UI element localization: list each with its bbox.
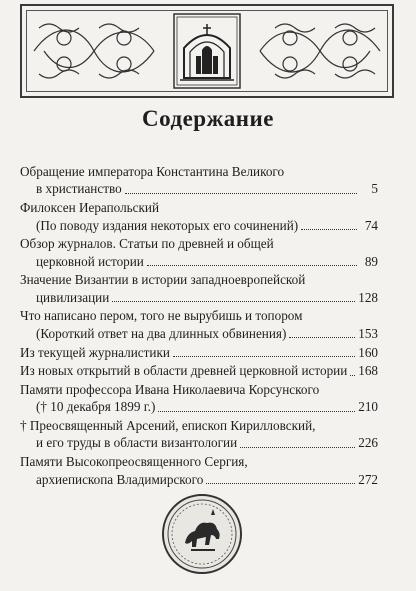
dot-leader (158, 410, 355, 412)
dot-leader (289, 336, 355, 338)
page-number: 128 (358, 289, 378, 305)
church-icon (174, 14, 240, 88)
toc-entry-title-line: Из текущей журналистики (20, 344, 170, 360)
toc-entry[interactable] (20, 344, 378, 361)
toc-entry-title-line: Памяти профессора Ивана Николаевича Корсунского (20, 381, 320, 397)
header-ornament-frame (20, 4, 394, 98)
toc-entry-title-line: церковной истории (36, 253, 144, 269)
page-number: 168 (358, 363, 378, 379)
toc-entry-title-line: (Короткий ответ на два длинных обвинения) (36, 325, 287, 341)
page-title: Содержание (142, 106, 274, 131)
toc-entry[interactable] (20, 271, 378, 306)
toc-entry-title-line: Значение Византии в истории западноевропейской (20, 272, 306, 288)
page-number: 5 (371, 181, 378, 197)
ornament-pattern (24, 8, 390, 94)
page-number: 89 (364, 253, 378, 269)
toc-entry-title-line: Обзор журналов. Статьи по древней и общей (20, 236, 274, 252)
toc-entry-title-line: Памяти Высокопреосвященного Сергия, (20, 454, 248, 470)
dot-leader (301, 228, 357, 230)
page-number: 272 (358, 471, 378, 487)
toc-entry[interactable] (20, 362, 378, 379)
toc-entry-title-line: († 10 декабря 1899 г.) (36, 399, 156, 415)
toc-entry[interactable] (20, 453, 378, 488)
toc-entry-title-line: цивилизации (36, 289, 110, 305)
dot-leader (173, 355, 355, 357)
table-of-contents (20, 163, 378, 489)
dot-leader (147, 264, 357, 266)
toc-entry[interactable] (20, 381, 378, 416)
toc-entry-title-line: (По поводу издания некоторых его сочинений) (36, 217, 299, 233)
lion-seal-emblem (161, 493, 243, 575)
toc-entry-title-line: Что написано пером, того не вырубишь и топором (20, 308, 303, 324)
dot-leader (350, 374, 355, 376)
page-number: 210 (358, 399, 378, 415)
page-number: 153 (358, 325, 378, 341)
dot-leader (125, 192, 357, 194)
toc-entry-title-line: Из новых открытий в области древней церковной истории (20, 363, 348, 379)
toc-entry[interactable] (20, 199, 378, 234)
toc-entry-title-line: Обращение императора Константина Великого (20, 164, 285, 179)
toc-entry-title-line: и его труды в области византологии (36, 435, 238, 451)
page-number: 226 (358, 435, 378, 451)
toc-entry[interactable] (20, 163, 378, 198)
toc-entry[interactable] (20, 307, 378, 342)
toc-entry-title-line: архиепископа Владимирского (36, 471, 204, 487)
dot-leader (112, 300, 355, 302)
dot-leader (206, 482, 355, 484)
toc-entry-title-line: † Преосвященный Арсений, епископ Кирилловский, (20, 418, 316, 434)
toc-entry[interactable] (20, 417, 378, 452)
toc-entry-title-line: Филоксен Иерапольский (20, 200, 160, 216)
page-number: 160 (358, 344, 378, 360)
page-number: 74 (364, 217, 378, 233)
toc-entry[interactable] (20, 235, 378, 270)
toc-entry-title-line: в христианство (36, 181, 122, 197)
dot-leader (240, 446, 355, 448)
